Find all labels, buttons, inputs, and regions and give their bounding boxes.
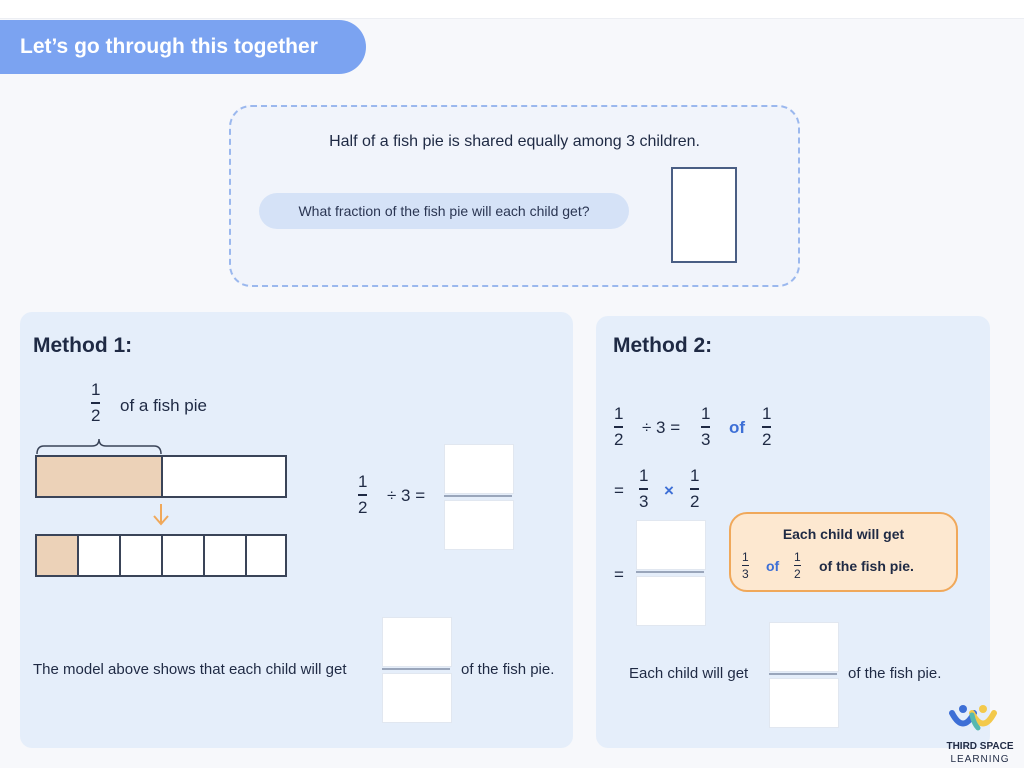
- numerator: 1: [762, 404, 772, 423]
- fraction-one-half: [762, 404, 771, 450]
- numerator: 1: [701, 404, 711, 423]
- method-1-title: Method 1:: [33, 334, 133, 357]
- third-space-learning-logo: [936, 700, 1024, 768]
- method-2-conclusion-suffix: of the fish pie.: [848, 665, 942, 682]
- denominator: 2: [614, 430, 624, 449]
- hint-callout: [729, 512, 958, 592]
- numerator: 1: [690, 466, 700, 485]
- shaded-half-segment: [37, 457, 163, 496]
- answer-denominator-box[interactable]: [636, 576, 706, 626]
- sixth-segment: [79, 536, 121, 575]
- sixth-segment: [121, 536, 163, 575]
- method-2-conclusion-prefix: Each child will get: [629, 665, 749, 682]
- answer-denominator-box[interactable]: [382, 673, 452, 723]
- logo-line-1: THIRD SPACE: [946, 741, 1014, 752]
- equation-fraction: [358, 472, 367, 518]
- question-pill: What fraction of the fish pie will each child get?: [259, 193, 629, 229]
- answer-numerator-box[interactable]: [382, 617, 452, 667]
- denominator: 3: [639, 492, 649, 511]
- denominator: 2: [762, 430, 772, 449]
- sixth-segment: [247, 536, 287, 575]
- method-1-conclusion-prefix: The model above shows that each child will get: [33, 661, 347, 678]
- brace-icon: [36, 438, 162, 456]
- half-label-text: of a fish pie: [120, 396, 207, 415]
- denominator: 3: [742, 567, 749, 581]
- numerator: 1: [91, 380, 101, 399]
- fraction-one-third: [701, 404, 710, 450]
- answer-numerator-box[interactable]: [444, 444, 514, 494]
- divide-by-three: ÷ 3 =: [642, 418, 681, 437]
- fraction-one-third: [742, 550, 749, 581]
- numerator: 1: [742, 550, 749, 564]
- answer-denominator-box[interactable]: [444, 500, 514, 550]
- callout-suffix: of the fish pie.: [819, 558, 914, 574]
- half-model-bar: [35, 455, 287, 498]
- denominator: 2: [690, 492, 700, 511]
- denominator: 2: [794, 567, 801, 581]
- sixth-segment: [205, 536, 247, 575]
- answer-numerator-box[interactable]: [769, 622, 839, 672]
- shaded-sixth-segment: [37, 536, 79, 575]
- numerator: 1: [614, 404, 624, 423]
- method-2-title: Method 2:: [613, 334, 713, 357]
- answer-fraction-bar: [382, 668, 450, 670]
- fraction-one-half: [794, 550, 801, 581]
- answer-input-box[interactable]: [671, 167, 737, 263]
- of-word: of: [729, 418, 746, 437]
- denominator: 3: [701, 430, 711, 449]
- sixth-segment: [163, 536, 205, 575]
- divide-by-three: ÷ 3 =: [387, 486, 426, 505]
- denominator: 2: [358, 498, 368, 517]
- times-sign: ×: [664, 481, 674, 500]
- problem-card: [229, 105, 800, 287]
- numerator: 1: [358, 472, 368, 491]
- method-1-conclusion-suffix: of the fish pie.: [461, 661, 555, 678]
- denominator: 2: [91, 406, 101, 425]
- answer-fraction-bar: [636, 571, 704, 573]
- equals-sign: =: [614, 565, 624, 584]
- numerator: 1: [639, 466, 649, 485]
- fraction-one-half: [690, 466, 699, 512]
- answer-denominator-box[interactable]: [769, 678, 839, 728]
- logo-mark-icon: [936, 700, 1024, 736]
- numerator: 1: [794, 550, 801, 564]
- answer-fraction-bar: [444, 495, 512, 497]
- down-arrow-icon: [151, 503, 171, 527]
- equals-sign: =: [614, 481, 624, 500]
- half-fraction: [91, 380, 100, 426]
- callout-title: Each child will get: [782, 526, 905, 542]
- answer-fraction-bar: [769, 673, 837, 675]
- logo-line-2: LEARNING: [950, 754, 1010, 765]
- fraction-one-third: [639, 466, 648, 512]
- top-strip: [0, 0, 1024, 19]
- problem-statement: Half of a fish pie is shared equally among 3 children.: [329, 133, 700, 150]
- answer-numerator-box[interactable]: [636, 520, 706, 570]
- of-word: of: [766, 558, 780, 574]
- fraction-one-half: [614, 404, 623, 450]
- header-banner: Let’s go through this together: [0, 20, 366, 74]
- sixths-model-bar: [35, 534, 287, 577]
